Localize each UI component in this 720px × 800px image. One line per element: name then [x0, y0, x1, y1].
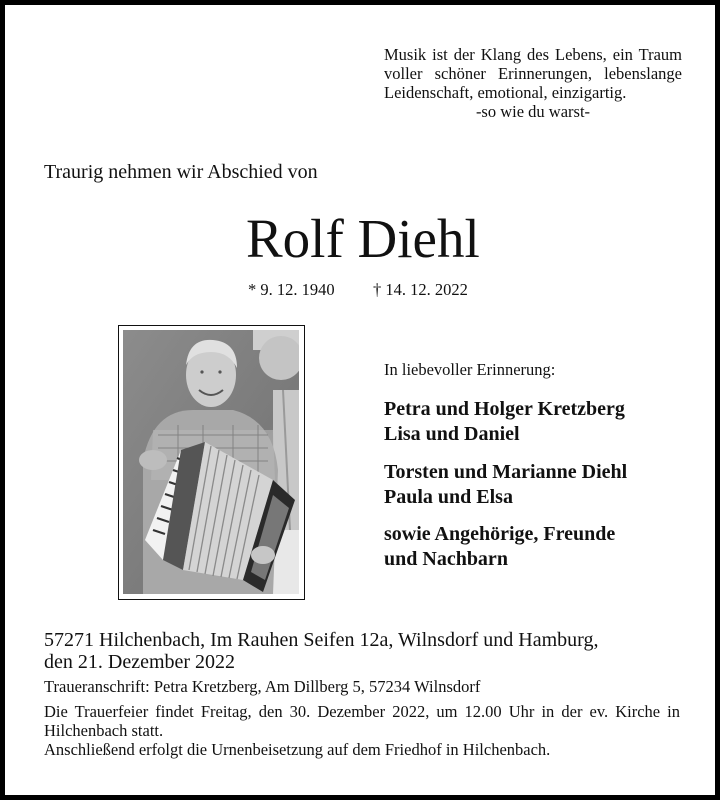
motto-line: -so wie du warst-	[475, 102, 591, 121]
mourner-line: sowie Angehörige, Freunde	[384, 523, 616, 545]
birth-date: * 9. 12. 1940	[248, 280, 335, 299]
portrait-photo-icon	[123, 330, 299, 594]
memory-heading: In liebevoller Erinnerung:	[384, 360, 556, 379]
mourner-line: Torsten und Marianne Diehl	[384, 461, 628, 483]
obituary-notice	[5, 5, 715, 795]
motto-line: Leidenschaft, emotional, einzigartig.	[384, 83, 627, 102]
mourner-group	[384, 397, 625, 447]
place-and-date	[44, 629, 598, 673]
funeral-info	[44, 702, 680, 759]
mourner-group	[384, 460, 627, 510]
portrait-photo	[118, 325, 305, 600]
date-line: den 21. Dezember 2022	[44, 651, 236, 673]
motto-quote	[384, 45, 682, 121]
death-date: † 14. 12. 2022	[373, 280, 468, 299]
mourner-line: und Nachbarn	[384, 548, 508, 570]
intro-text: Traurig nehmen wir Abschied von	[44, 161, 318, 183]
mourner-line: Petra und Holger Kretzberg	[384, 398, 625, 420]
mourner-line: Paula und Elsa	[384, 486, 513, 508]
deceased-name: Rolf Diehl	[246, 208, 480, 269]
funeral-line: Die Trauerfeier findet Freitag, den 30. Dezember 2022, um 12.00 Uhr in der ev. Kirche in	[44, 702, 680, 721]
motto-line: voller schöner Erinnerungen, lebenslange	[384, 64, 682, 83]
place-line: 57271 Hilchenbach, Im Rauhen Seifen 12a, Wilnsdorf und Hamburg,	[44, 629, 599, 651]
burial-line: Anschließend erfolgt die Urnenbeisetzung auf dem Friedhof in Hilchenbach.	[44, 740, 551, 759]
motto-line: Musik ist der Klang des Lebens, ein Traum	[384, 45, 682, 64]
funeral-line: Hilchenbach statt.	[44, 721, 164, 740]
mourner-group	[384, 522, 615, 572]
mourner-line: Lisa und Daniel	[384, 423, 520, 445]
mourning-address: Traueranschrift: Petra Kretzberg, Am Dillberg 5, 57234 Wilnsdorf	[44, 677, 481, 696]
